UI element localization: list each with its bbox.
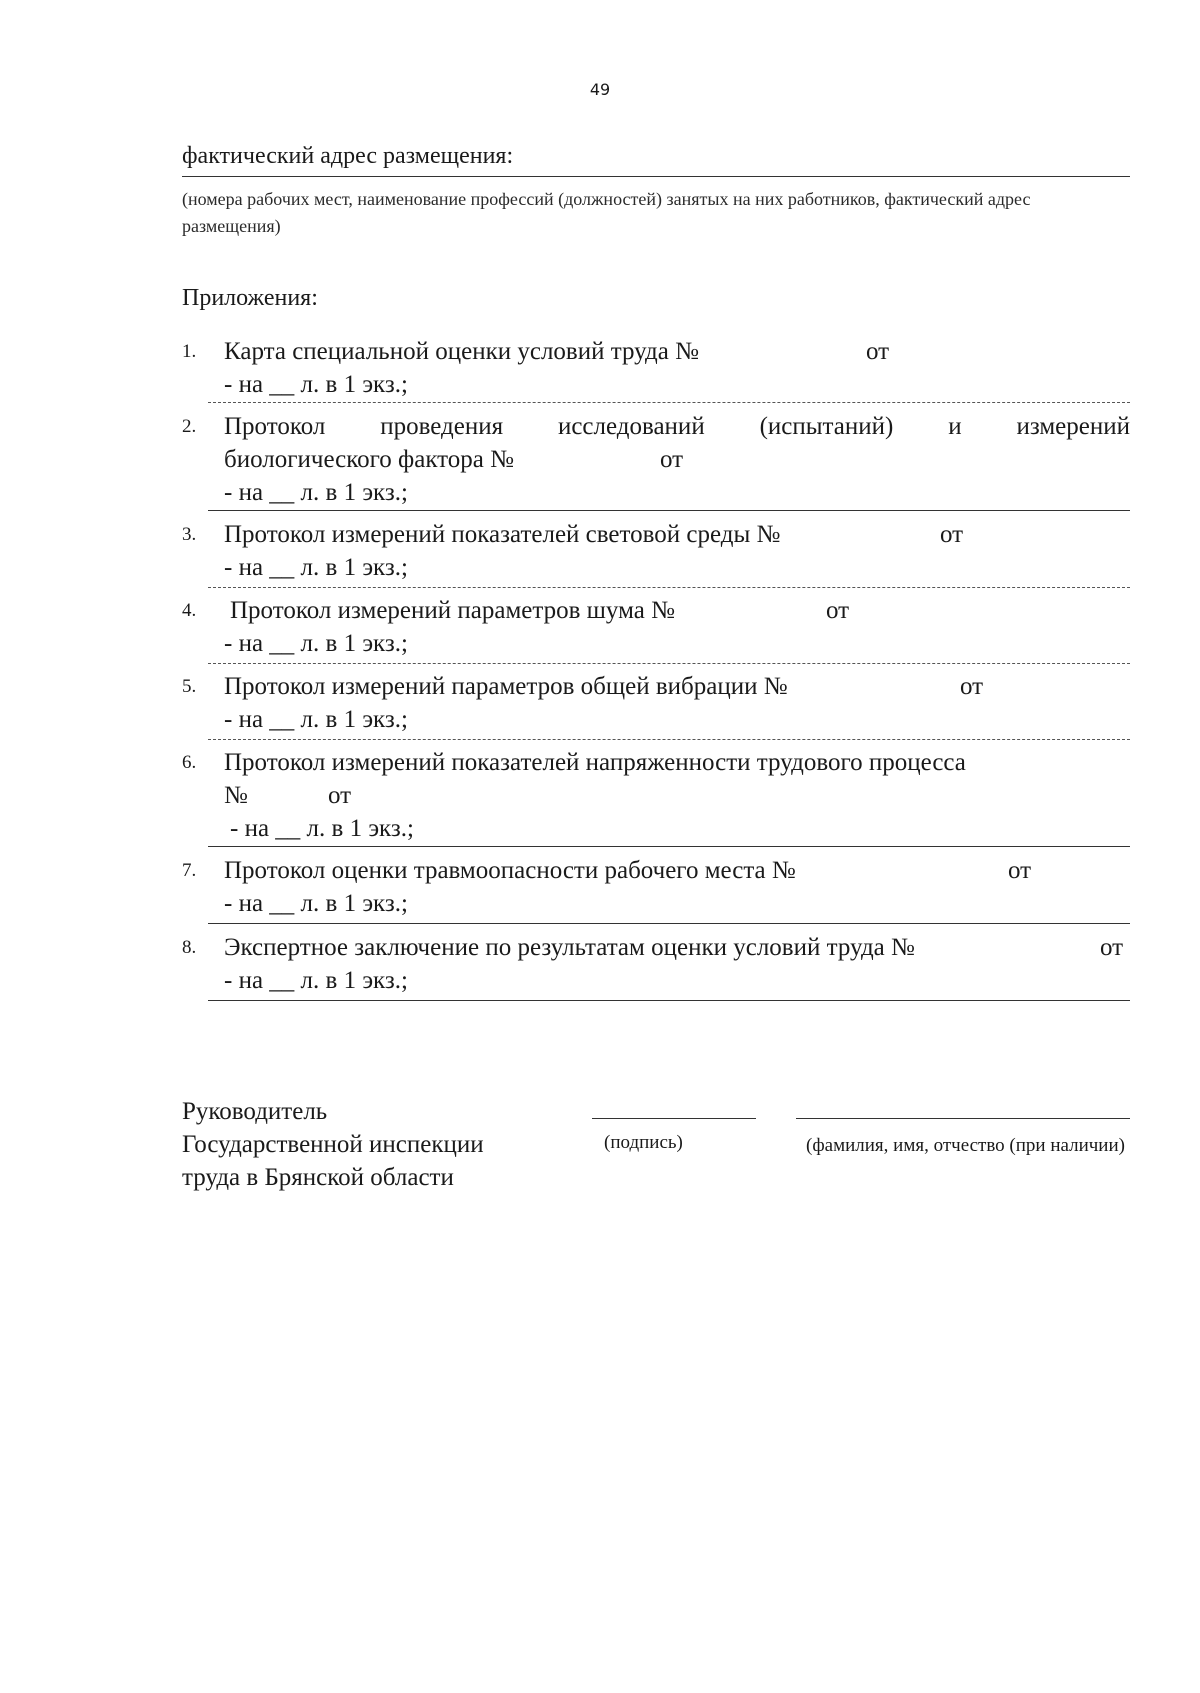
item-date-label: от (960, 673, 984, 700)
page-number: 49 (589, 80, 611, 99)
signature-line (592, 1118, 756, 1119)
item-date-label: от (1008, 857, 1032, 884)
attachments-heading: Приложения: (182, 285, 318, 311)
signatory-title: Руководитель Государственной инспекции труда в Брянской области (182, 1098, 484, 1191)
item-sheets: - на __ л. в 1 экз.; (224, 706, 408, 733)
name-line (796, 1118, 1130, 1119)
signature-label: (подпись) (604, 1132, 683, 1153)
item-sheets: - на __ л. в 1 экз.; (224, 890, 408, 917)
item-sheets: - на __ л. в 1 экз.; (230, 815, 414, 842)
item-date-label: от (826, 597, 850, 624)
item-divider (208, 846, 1130, 847)
item-number: 5. (182, 676, 197, 697)
item-number: 1. (182, 341, 197, 362)
item-divider (208, 739, 1130, 740)
item-title: Карта специальной оценки условий труда № (224, 338, 699, 365)
item-number: 7. (182, 860, 197, 881)
item-date-label: от (1100, 934, 1124, 961)
item-number: 6. (182, 752, 197, 773)
item-number: 3. (182, 524, 197, 545)
item-divider (208, 510, 1130, 511)
item-number-sign: № (224, 782, 248, 809)
item-sheets: - на __ л. в 1 экз.; (224, 967, 408, 994)
item-title-line2: биологического фактора № (224, 446, 514, 473)
item-title: Протокол оценки травмоопасности рабочего места № (224, 857, 796, 884)
item-sheets: - на __ л. в 1 экз.; (224, 371, 408, 398)
address-heading: фактический адрес размещения: (182, 143, 514, 169)
address-note: (номера рабочих мест, наименование профессий (должностей) занятых на них работников, фактический адрес размещения) (182, 189, 1031, 236)
item-divider (208, 923, 1130, 924)
item-number: 4. (182, 600, 197, 621)
item-sheets: - на __ л. в 1 экз.; (224, 479, 408, 506)
item-date-label: от (940, 521, 964, 548)
item-sheets: - на __ л. в 1 экз.; (224, 630, 408, 657)
item-number: 2. (182, 416, 197, 437)
item-divider (208, 587, 1130, 588)
item-title: Протокол проведения исследований (испытаний) и измерений (224, 413, 1130, 440)
item-number: 8. (182, 937, 197, 958)
address-fill-line (182, 176, 1130, 177)
item-sheets: - на __ л. в 1 экз.; (224, 554, 408, 581)
item-date-label: от (866, 338, 890, 365)
item-title: Протокол измерений параметров общей вибрации № (224, 673, 788, 700)
item-date-label: от (328, 782, 352, 809)
item-date-label: от (660, 446, 684, 473)
name-label: (фамилия, имя, отчество (при наличии) (806, 1135, 1125, 1156)
item-divider (208, 663, 1130, 664)
item-title: Протокол измерений показателей напряженности трудового процесса (224, 749, 966, 776)
item-title: Протокол измерений параметров шума № (230, 597, 675, 624)
item-divider (208, 1000, 1130, 1001)
item-title: Экспертное заключение по результатам оценки условий труда № (224, 934, 915, 961)
item-divider (208, 402, 1130, 403)
item-title: Протокол измерений показателей световой среды № (224, 521, 781, 548)
